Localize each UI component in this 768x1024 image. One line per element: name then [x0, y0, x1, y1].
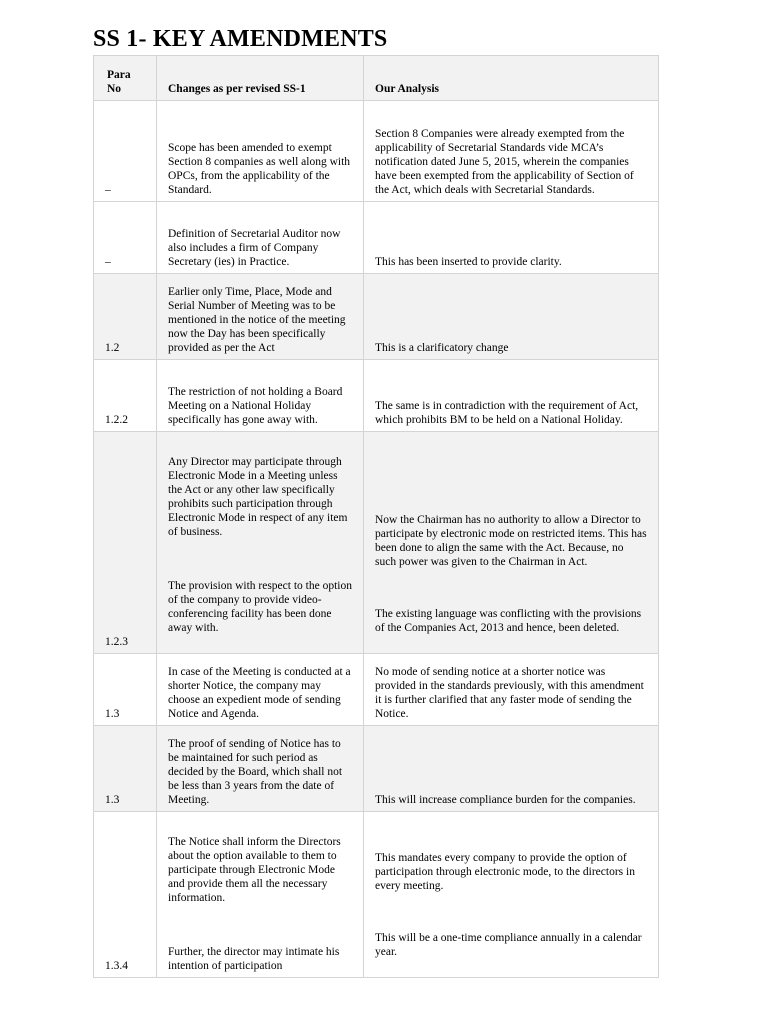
- analysis-text: This is a clarificatory change: [375, 342, 509, 354]
- analysis-text: This mandates every company to provide the option of participation through electronic mode, to the directors in every meeting.: [375, 852, 635, 892]
- analysis-text-2: The existing language was conflicting with the provisions of the Companies Act, 2013 and hence, been deleted.: [375, 608, 642, 634]
- table-row: [94, 654, 659, 726]
- analysis-text: This has been inserted to provide clarity.: [375, 256, 562, 268]
- change-cell: [157, 274, 364, 360]
- table-row: [94, 432, 659, 654]
- change-text: The proof of sending of Notice has to be maintained for such period as decided by the Board, which shall not be less than 3 years from the date of Meeting.: [168, 738, 343, 806]
- change-text: The restriction of not holding a Board Meeting on a National Holiday specifically has gone away with.: [168, 386, 343, 426]
- change-text: In case of the Meeting is conducted at a shorter Notice, the company may choose an expedient mode of sending Notice and Agenda.: [168, 666, 351, 720]
- analysis-cell: [364, 654, 659, 726]
- table-row: [94, 812, 659, 978]
- change-text: Definition of Secretarial Auditor now also includes a firm of Company Secretary (ies) in Practice.: [168, 228, 341, 268]
- change-cell: [157, 432, 364, 654]
- analysis-cell: [364, 274, 659, 360]
- table-row: [94, 101, 659, 202]
- header-changes: Changes as per revised SS-1: [157, 56, 364, 101]
- para-cell: 1.3.4: [94, 812, 157, 978]
- change-cell: [157, 812, 364, 978]
- para-cell: 1.3: [94, 726, 157, 812]
- change-text-2: Further, the director may intimate his intention of participation: [168, 946, 340, 972]
- table-row: [94, 274, 659, 360]
- analysis-cell: [364, 812, 659, 978]
- analysis-cell: [364, 360, 659, 432]
- change-cell: [157, 726, 364, 812]
- table-row: [94, 726, 659, 812]
- analysis-cell: [364, 432, 659, 654]
- header-para-no: Para No: [94, 56, 157, 101]
- change-text: Earlier only Time, Place, Mode and Serial Number of Meeting was to be mentioned in the notice of the meeting now the Day has been specifically provided as per the Act: [168, 286, 346, 354]
- page-title: SS 1- KEY AMENDMENTS: [93, 26, 388, 52]
- analysis-cell: [364, 202, 659, 274]
- change-cell: [157, 202, 364, 274]
- para-cell: 1.2.2: [94, 360, 157, 432]
- change-cell: [157, 360, 364, 432]
- para-cell: 1.3: [94, 654, 157, 726]
- table-header-row: [94, 56, 659, 101]
- analysis-text: The same is in contradiction with the requirement of Act, which prohibits BM to be held on a National Holiday.: [375, 400, 639, 426]
- para-cell: 1.2.3: [94, 432, 157, 654]
- para-cell: –: [94, 101, 157, 202]
- analysis-text: Now the Chairman has no authority to allow a Director to participate by electronic mode on restricted items. This has been done to align the same with the Act. Because, no such power was given to the Chairman in Act.: [375, 514, 647, 568]
- table-row: [94, 202, 659, 274]
- change-cell: [157, 101, 364, 202]
- amendments-table: [93, 55, 659, 978]
- analysis-text: Section 8 Companies were already exempted from the applicability of Secretarial Standards vide MCA’s notification dated June 5, 2015, wherein the companies have been exempted from the applicability of Section of the Act, which deals with Secretarial Standards.: [375, 128, 634, 196]
- analysis-cell: [364, 101, 659, 202]
- change-cell: [157, 654, 364, 726]
- change-text: Any Director may participate through Electronic Mode in a Meeting unless the Act or any other law specifically prohibits such participation through Electronic Mode in respect of any item of business.: [168, 456, 348, 538]
- table-row: [94, 360, 659, 432]
- change-text-2: The provision with respect to the option of the company to provide video-conferencing facility has been done away with.: [168, 580, 352, 634]
- change-text: Scope has been amended to exempt Section 8 companies as well along with OPCs, from the applicability of the Standard.: [168, 142, 351, 196]
- analysis-text: This will increase compliance burden for the companies.: [375, 794, 636, 806]
- change-text: The Notice shall inform the Directors about the option available to them to participate through Electronic Mode and provide them all the necessary information.: [168, 836, 341, 904]
- analysis-text-2: This will be a one-time compliance annually in a calendar year.: [375, 932, 642, 958]
- header-analysis: Our Analysis: [364, 56, 659, 101]
- analysis-text: No mode of sending notice at a shorter notice was provided in the standards previously, with this amendment it is further clarified that any faster mode of sending the Notice.: [375, 666, 644, 720]
- para-cell: 1.2: [94, 274, 157, 360]
- analysis-cell: [364, 726, 659, 812]
- para-cell: –: [94, 202, 157, 274]
